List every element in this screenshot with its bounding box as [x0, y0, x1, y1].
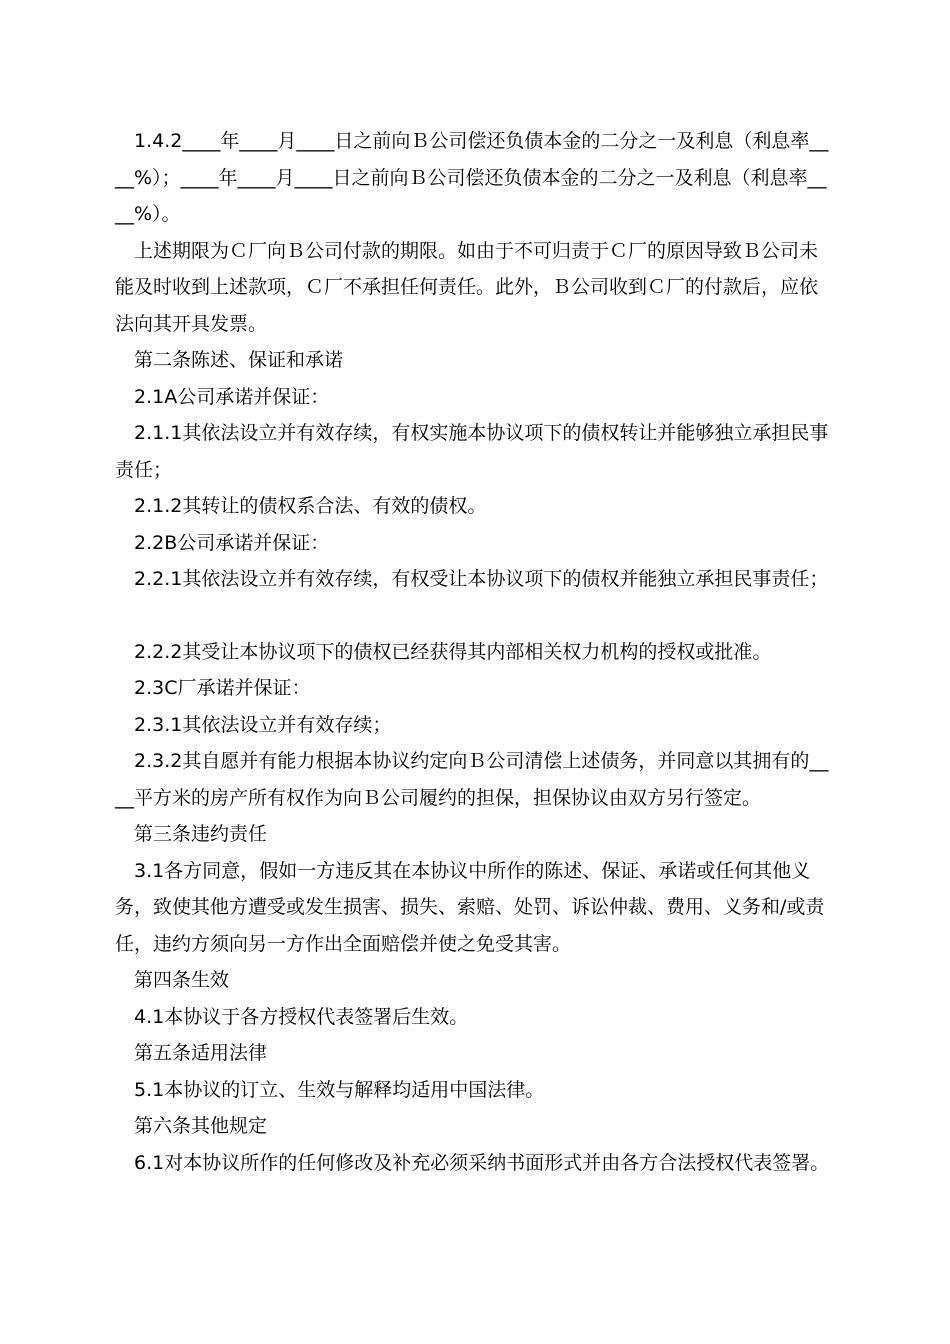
clause-2-1-1: 2.1.1其依法设立并有效存续，有权实施本协议项下的债权转让并能够独立承担民事责任； [115, 422, 829, 481]
clause-1-4-2: 1.4.2____年____月____日之前向Ｂ公司偿还负债本金的二分之一及利息（利息率____%）；____年____月____日之前向Ｂ公司偿还负债本金的二分之一及利息（利息率____%）。 [115, 130, 829, 225]
payment-term-paragraph: 上述期限为Ｃ厂向Ｂ公司付款的期限。如由于不可归责于Ｃ厂的原因导致Ｂ公司未能及时收到上述款项，Ｃ厂不承担任何责任。此外，Ｂ公司收到Ｃ厂的付款后，应依法向其开具发票。 [115, 239, 819, 335]
clause-2-2: 2.2B公司承诺并保证： [134, 531, 330, 554]
clause-2-1: 2.1A公司承诺并保证： [134, 385, 330, 408]
article-2-heading: 第二条陈述、保证和承诺 [134, 349, 344, 371]
clause-2-3: 2.3C厂承诺并保证： [134, 677, 311, 699]
clause-2-3-1: 2.3.1其依法设立并有效存续； [134, 713, 392, 736]
clause-2-3-2: 2.3.2其自愿并有能力根据本协议约定向Ｂ公司清偿上述债务，并同意以其拥有的____平方米的房产所有权作为向Ｂ公司履约的担保，担保协议由双方另行签定。 [115, 750, 829, 809]
clause-3-1: 3.1各方同意，假如一方违反其在本协议中所作的陈述、保证、承诺或任何其他义务，致使其他方遭受或发生损害、损失、索赔、处罚、诉讼仲裁、费用、义务和/或责任，违约方须向另一方作出全面赔偿并使之免受其害。 [115, 859, 825, 955]
article-3-heading: 第三条违约责任 [134, 823, 268, 845]
clause-2-1-2: 2.1.2其转让的债权系合法、有效的债权。 [134, 495, 487, 517]
blank-line [115, 598, 835, 634]
article-6-heading: 第六条其他规定 [134, 1115, 268, 1137]
article-5-heading: 第五条适用法律 [134, 1042, 268, 1064]
clause-2-2-1: 2.2.1其依法设立并有效存续，有权受让本协议项下的债权并能独立承担民事责任； [134, 568, 829, 590]
clause-6-1: 6.1对本协议所作的任何修改及补充必须采纳书面形式并由各方合法授权代表签署。 [134, 1151, 830, 1174]
clause-2-2-2: 2.2.2其受让本协议项下的债权已经获得其内部相关权力机构的授权或批准。 [134, 640, 772, 663]
clause-5-1: 5.1本协议的订立、生效与解释均适用中国法律。 [134, 1078, 545, 1101]
article-4-heading: 第四条生效 [134, 969, 230, 991]
clause-4-1: 4.1本协议于各方授权代表签署后生效。 [134, 1005, 469, 1028]
